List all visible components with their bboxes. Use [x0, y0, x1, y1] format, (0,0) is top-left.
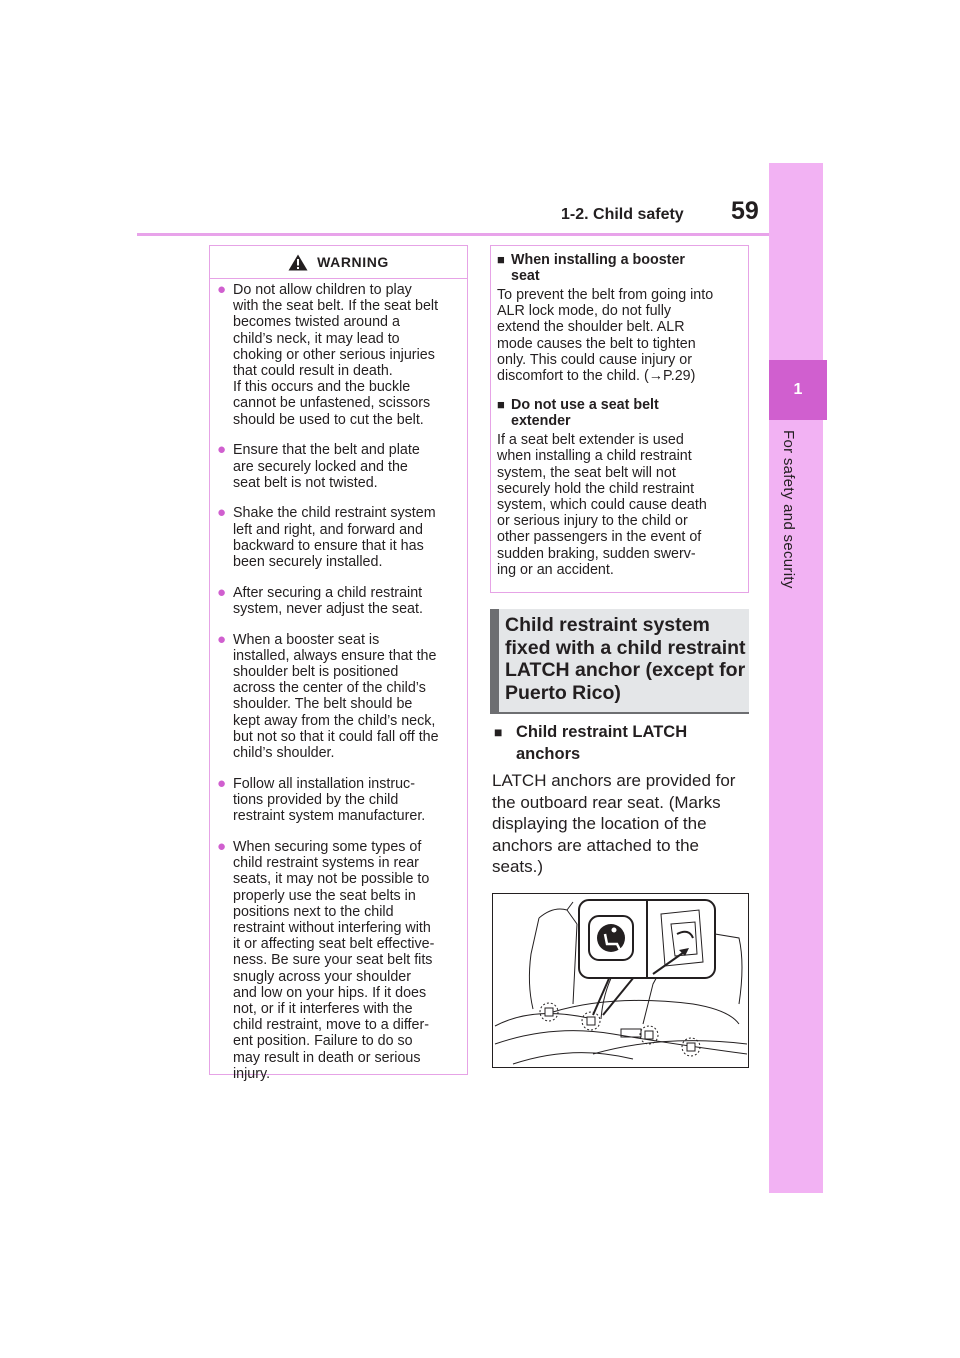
warning-triangle-icon — [288, 254, 308, 271]
warning-item-text: Shake the child restraint system left and right, and forward and backward to ensure that it has been securely installed. — [233, 505, 436, 571]
bullet-icon: ● — [217, 774, 227, 792]
warning-item-text: Do not allow children to play with the seat belt. If the seat belt becomes twisted around a child’s neck, it may lead to choking or other serious injuries that could result in death. If this occurs and the buckle cannot be unfastened, scissors should be used to cut the belt. — [233, 282, 439, 428]
header-divider — [137, 233, 769, 236]
info-heading-text: Do not use a seat belt extender — [511, 397, 659, 430]
subsection-body: LATCH anchors are provided for the outboard rear seat. (Marks displaying the location of the anchors are attached to the seats.) — [492, 771, 736, 876]
bullet-icon: ● — [217, 504, 227, 522]
warning-title: WARNING — [317, 254, 389, 270]
info-heading — [497, 397, 741, 429]
subsection-heading — [494, 722, 687, 765]
warning-item — [217, 776, 457, 825]
warning-item-text: When securing some types of child restraint systems in rear seats, it may not be possible to properly use the seat belts in positions next to the child restraint without interfering with it or affecting seat belt effective- ness. Be sure your seat belt fits snugly across your shoulder and low on your hips. If it does not, or if it interferes with the child restraint, move to a differ- ent position. Failure to do so may result in death or serious injury. — [233, 838, 435, 1082]
section-heading: Child restraint system fixed with a child restraint LATCH anchor (except for Puerto Rico) — [490, 609, 749, 714]
info-heading-text: When installing a booster seat — [511, 252, 685, 284]
info-box — [490, 245, 749, 593]
info-heading — [497, 252, 741, 284]
square-bullet-icon: ■ — [494, 724, 503, 740]
bullet-icon: ● — [217, 630, 227, 648]
chapter-title-vertical: For safety and security — [780, 430, 797, 589]
bullet-icon: ● — [217, 583, 227, 601]
info-body: If a seat belt extender is used when installing a child restraint system, the seat belt will not securely hold the child restraint system, which could cause death or serious injury to the child or other passengers in the event of sudden braking, sudden swerv- ing or an accident. — [497, 432, 707, 578]
subsection-heading-text: Child restraint LATCH anchors — [516, 723, 688, 763]
warning-box — [209, 245, 468, 1082]
warning-item-text: After securing a child restraint system, never adjust the seat. — [233, 584, 423, 617]
warning-item — [217, 442, 457, 491]
section-title-header: 1-2. Child safety — [561, 206, 684, 223]
warning-item-text: Ensure that the belt and plate are securely locked and the seat belt is not twisted. — [233, 442, 420, 491]
square-bullet-icon: ■ — [497, 397, 505, 413]
warning-item — [217, 632, 457, 762]
page-number: 59 — [731, 197, 759, 225]
warning-item — [217, 839, 457, 1082]
bullet-icon: ● — [217, 441, 227, 459]
warning-item — [217, 282, 457, 428]
square-bullet-icon: ■ — [497, 252, 505, 267]
info-body: To prevent the belt from going into ALR lock mode, do not fully extend the shoulder belt. ALR mode causes the belt to tighten only. This could cause injury or discomfort to the child. (→P.29) — [497, 287, 714, 385]
warning-item-text: Follow all installation instruc- tions provided by the child restraint system manufacturer. — [233, 775, 426, 825]
latch-anchor-illustration — [492, 893, 749, 1068]
chapter-number-badge[interactable]: 1 — [769, 360, 827, 420]
warning-header — [210, 246, 467, 279]
warning-item-text: When a booster seat is installed, always ensure that the shoulder belt is positioned across the center of the child’s shoulder. The belt should be kept away from the child’s neck, but not so that it could fall off the child’s shoulder. — [233, 631, 439, 762]
warning-item — [217, 505, 457, 570]
warning-item — [217, 585, 457, 617]
chapter-side-tab[interactable] — [769, 163, 823, 1193]
bullet-icon: ● — [217, 281, 227, 298]
bullet-icon: ● — [217, 837, 227, 855]
warning-list — [210, 279, 467, 1082]
